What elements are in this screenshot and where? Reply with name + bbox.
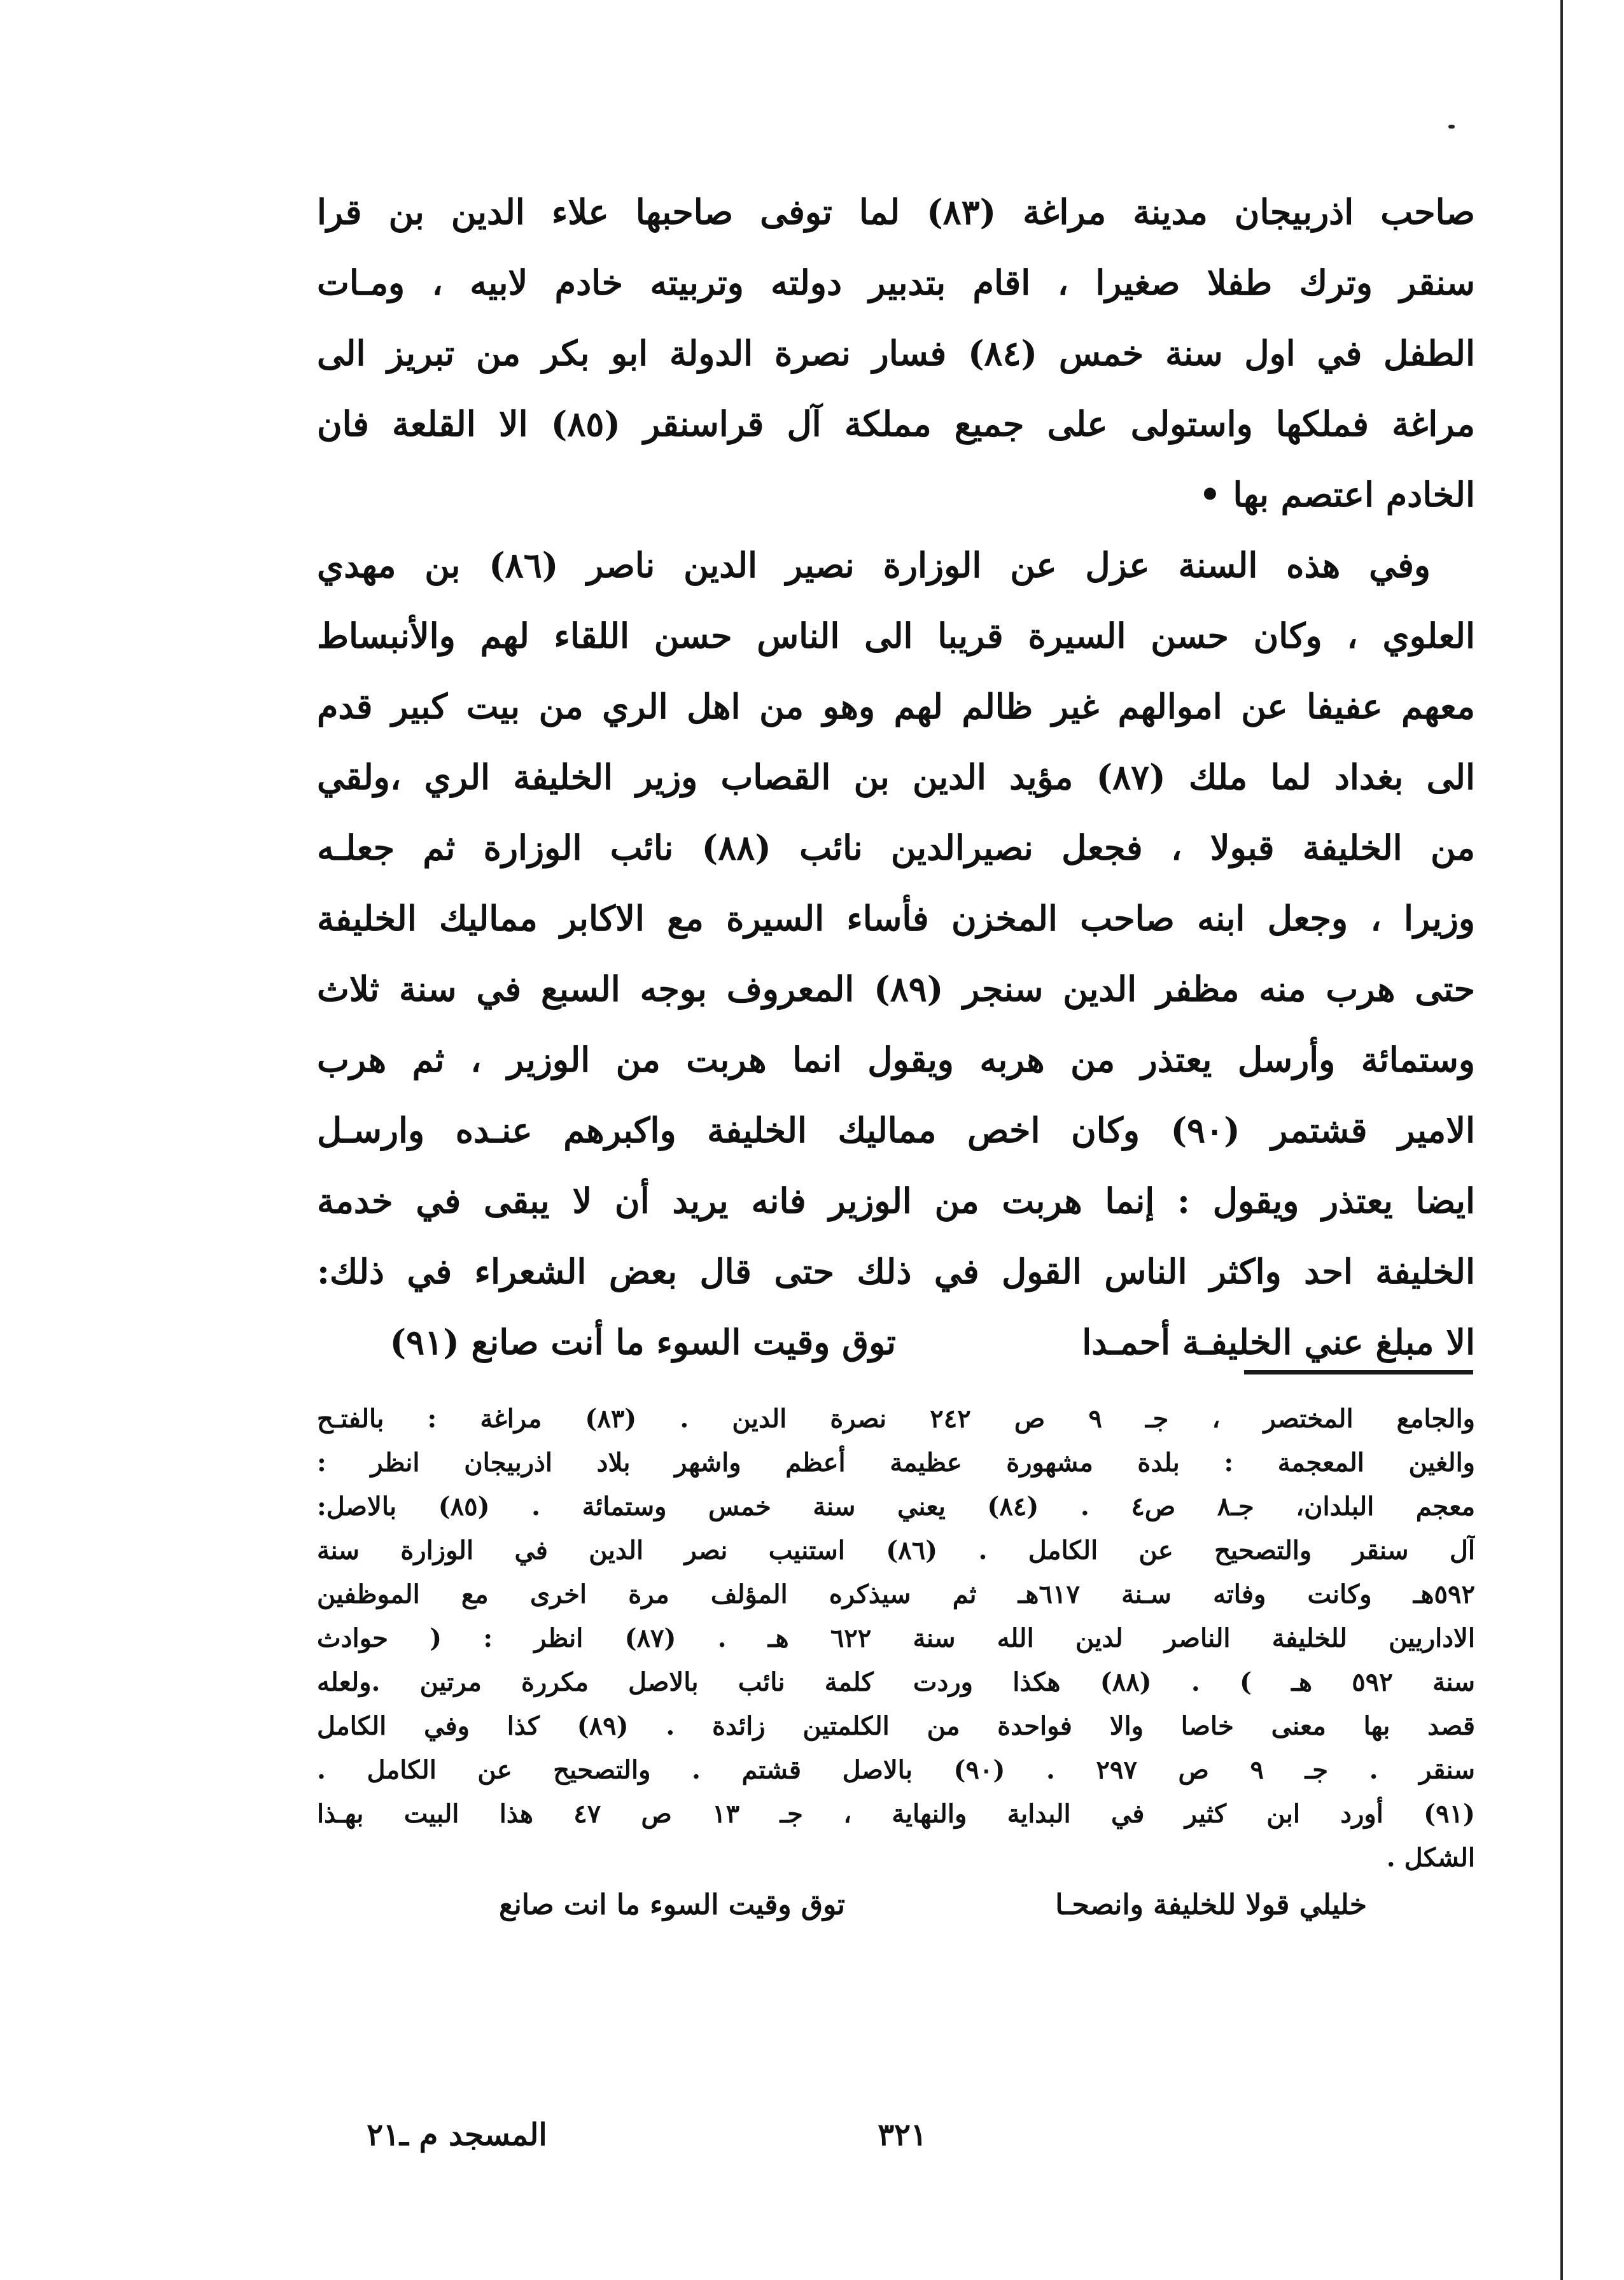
footnote-line-4: آل سنقر والتصحيح عن الكامل . (٨٦) استنيب نصر الدين في الوزارة سنة (317, 1535, 1475, 1565)
footnote-verse (317, 1880, 1475, 1931)
body-line-2: سنقر وترك طفلا صغيرا ، اقام بتدبير دولته وتربيته خادم لابيه ، ومـات (317, 262, 1475, 303)
body-line-7: العلوي ، وكان حسن السيرة قريبا الى الناس حسن اللقاء لهم والأنبساط (317, 615, 1475, 656)
verse-second-hemistich: توق وقيت السوء ما أنت صانع (٩١) (389, 1322, 896, 1362)
body-line-12: حتى هرب منه مظفر الدين سنجر (٨٩) المعروف بوجه السبع في سنة ثلاث (317, 969, 1475, 1009)
body-line-13: وستمائة وأرسل يعتذر من هربه ويقول انما هربت من الوزير ، ثم هرب (317, 1039, 1475, 1080)
body-line-3: الطفل في اول سنة خمس (٨٤) فسار نصرة الدولة ابو بكر من تبريز الى (317, 333, 1475, 374)
poem-verse (317, 1307, 1475, 1378)
body-line-14: الامير قشتمر (٩٠) وكان اخص مماليك الخليفة واكبرهم عنـده وارسـل (317, 1110, 1475, 1150)
body-line-1: صاحب اذربيجان مدينة مراغة (٨٣) لما توفى صاحبها علاء الدين بن قرا (317, 192, 1475, 232)
footnote-line-1: والجامع المختصر ، جـ ٩ ص ٢٤٢ نصرة الدين . (٨٣) مراغة : بالفتـح (317, 1404, 1475, 1434)
body-line-16: الخليفة احد واكثر الناس القول في ذلك حتى قال بعض الشعراء في ذلك: (317, 1251, 1475, 1292)
scan-speck (1448, 125, 1455, 129)
main-text-block (317, 177, 1475, 1378)
verse-first-hemistich: الا مبلغ عني الخليفـة أحمـدا (1082, 1322, 1475, 1362)
folio-signature: المسجد م ـ٢١ (367, 2117, 547, 2153)
footnote-verse-second: توق وقيت السوء ما انت صانع (499, 1889, 845, 1921)
footnote-line-9: سنقر . جـ ٩ ص ٢٩٧ . (٩٠) بالاصل قشتم . والتصحيح عن الكامل . (317, 1755, 1475, 1785)
body-line-11: وزيرا ، وجعل ابنه صاحب المخزن فأساء السيرة مع الاكابر مماليك الخليفة (317, 898, 1475, 939)
body-line-15: ايضا يعتذر ويقول : إنما هربت من الوزير فانه يريد أن لا يبقى في خدمة (317, 1180, 1475, 1221)
page-footer (317, 2106, 1475, 2164)
footnote-line-2: والغين المعجمة : بلدة مشهورة عظيمة أعظم واشهر بلاد اذربيجان انظر : (317, 1448, 1475, 1478)
footnotes-block (317, 1397, 1475, 1931)
footnote-line-3: معجم البلدان، جـ٨ ص٤ . (٨٤) يعني سنة خمس وستمائة . (٨٥) بالاصل: (317, 1492, 1475, 1521)
footnote-line-7: سنة ٥٩٢ هـ ) . (٨٨) هكذا وردت كلمة نائب بالاصل مكررة مرتين .ولعله (317, 1667, 1475, 1697)
footnote-line-6: الاداريين للخليفة الناصر لدين الله سنة ٦٢٢ هـ . (٨٧) انظر : ( حوادث (317, 1623, 1475, 1653)
footnote-line-11: الشكل . (1386, 1843, 1475, 1873)
footnote-verse-first: خليلي قولا للخليفة وانصحـا (1055, 1889, 1367, 1921)
page-number: ٣٢١ (878, 2117, 927, 2153)
footnote-line-10: (٩١) أورد ابن كثير في البداية والنهاية ، جـ ١٣ ص ٤٧ هذا البيت بهـذا (317, 1799, 1475, 1829)
body-line-4: مراغة فملكها واستولى على جميع مملكة آل قراسنقر (٨٥) الا القلعة فان (317, 403, 1475, 444)
page-edge-border (1560, 0, 1563, 2280)
body-line-8: معهم عفيفا عن اموالهم غير ظالم لهم وهو من اهل الري من بيت كبير قدم (317, 686, 1475, 727)
footnote-line-8: قصد بها معنى خاصا والا فواحدة من الكلمتين زائدة . (٨٩) كذا وفي الكامل (317, 1711, 1475, 1741)
footnote-line-5: ٥٩٢هـ وكانت وفاته سـنة ٦١٧هـ ثم سيذكره المؤلف مرة اخرى مع الموظفين (317, 1579, 1475, 1609)
footnote-divider (1244, 1370, 1473, 1374)
body-line-10: من الخليفة قبولا ، فجعل نصيرالدين نائب (٨٨) نائب الوزارة ثم جعلـه (317, 827, 1475, 868)
body-line-5: الخادم اعتصم بها • (1199, 474, 1475, 515)
body-line-9: الى بغداد لما ملك (٨٧) مؤيد الدين بن القصاب وزير الخليفة الري ،ولقي (317, 757, 1475, 797)
body-line-6: وفي هذه السنة عزل عن الوزارة نصير الدين ناصر (٨٦) بن مهدي (317, 545, 1431, 585)
